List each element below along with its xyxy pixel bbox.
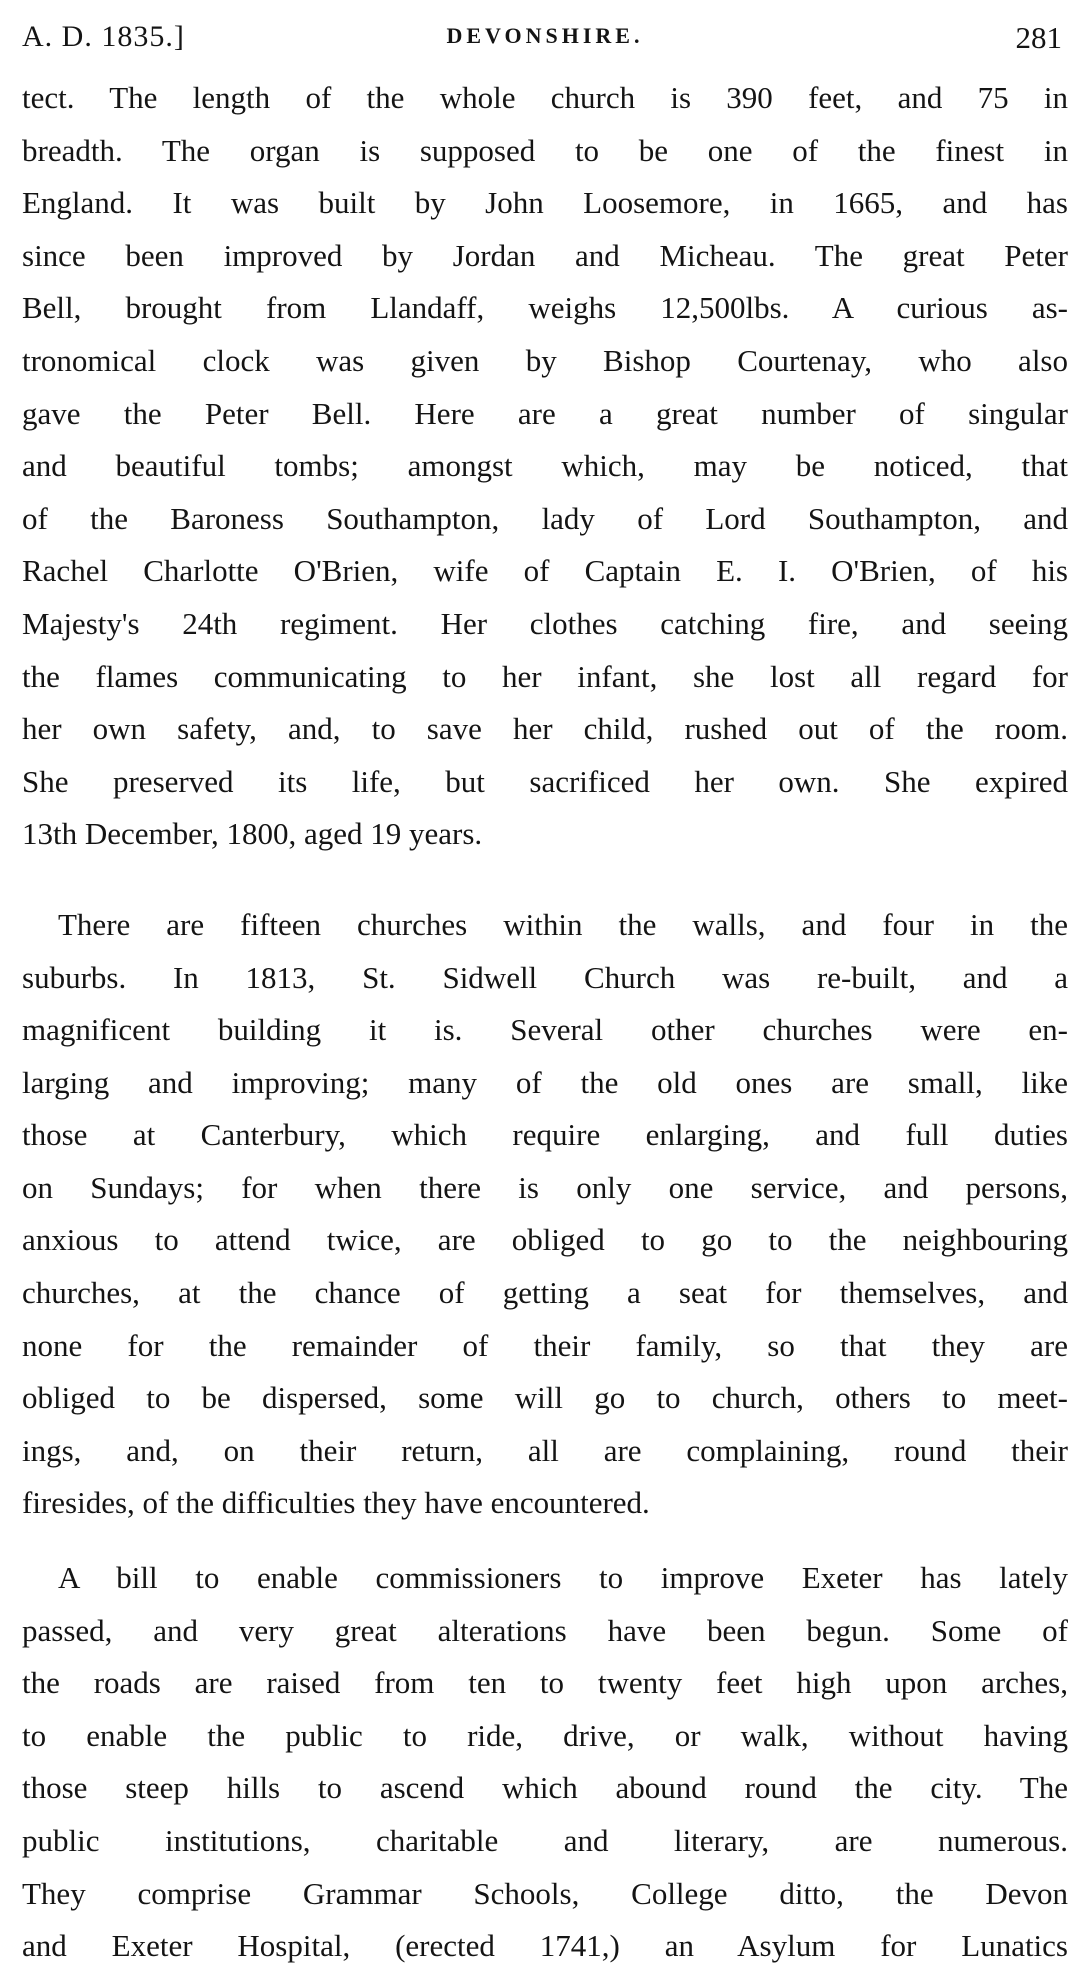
text-line: firesides, of the difficulties they have encountered. [22,1485,650,1521]
text-line: tect. The length of the whole church is 390 feet, and 75 in [22,80,1068,115]
text-line: A bill to enable commissioners to improve Exeter has lately [58,1560,1068,1596]
text-line: on Sundays; for when there is only one service, and persons, [22,1169,1068,1205]
page-body [22,72,1068,1973]
text-line: There are fifteen churches within the walls, and four in the [58,906,1068,942]
text-line: those at Canterbury, which require enlarging, and full duties [22,1117,1068,1153]
header-title: DEVONSHIRE. [446,23,644,48]
text-line: They comprise Grammar Schools, College ditto, the Devon [22,1875,1068,1911]
text-line: none for the remainder of their family, so that they are [22,1327,1068,1363]
paragraph-cathedral [22,72,1068,861]
text-line: 13th December, 1800, aged 19 years. [22,816,483,852]
paragraph-churches [22,899,1068,1530]
text-line: larging and improving; many of the old ones are small, like [22,1064,1068,1100]
text-line: She preserved its life, but sacrificed her own. She expired [22,763,1068,799]
text-line: ings, and, on their return, all are complaining, round their [22,1432,1068,1468]
text-line: breadth. The organ is supposed to be one of the finest in [22,132,1068,168]
text-line: since been improved by Jordan and Micheau. The great Peter [22,237,1068,273]
text-line: England. It was built by John Loosemore, in 1665, and has [22,185,1068,221]
text-line: churches, at the chance of getting a seat for themselves, and [22,1275,1068,1311]
text-line: Rachel Charlotte O'Brien, wife of Captain E. I. O'Brien, of his [22,553,1068,589]
text-line: and beautiful tombs; amongst which, may be noticed, that [22,448,1068,484]
header-date: A. D. 1835.] [22,20,185,53]
text-line: and Exeter Hospital, (erected 1741,) an Asylum for Lunatics [22,1928,1068,1964]
running-header [22,20,1068,64]
paragraph-gap [22,1530,1068,1552]
paragraph-improvements [22,1552,1068,1973]
text-line: the flames communicating to her infant, she lost all regard for [22,658,1068,694]
text-line: magnificent building it is. Several other churches were en- [22,1012,1068,1048]
page-number: 281 [1015,20,1062,55]
text-line: public institutions, charitable and literary, are numerous. [22,1823,1068,1858]
text-line: obliged to be dispersed, some will go to church, others to meet- [22,1380,1068,1416]
text-line: anxious to attend twice, are obliged to go to the neighbouring [22,1222,1068,1258]
text-line: gave the Peter Bell. Here are a great number of singular [22,395,1068,431]
text-line: her own safety, and, to save her child, rushed out of the room. [22,711,1068,747]
text-line: tronomical clock was given by Bishop Courtenay, who also [22,342,1068,378]
text-line: to enable the public to ride, drive, or walk, without having [22,1717,1068,1753]
text-line: passed, and very great alterations have been begun. Some of [22,1612,1068,1648]
text-line: the roads are raised from ten to twenty feet high upon arches, [22,1665,1068,1701]
paragraph-gap [22,861,1068,899]
text-line: Majesty's 24th regiment. Her clothes catching fire, and seeing [22,605,1068,641]
text-line: suburbs. In 1813, St. Sidwell Church was re-built, and a [22,959,1068,995]
text-line: Bell, brought from Llandaff, weighs 12,500lbs. A curious as- [22,290,1068,326]
text-line: of the Baroness Southampton, lady of Lord Southampton, and [22,500,1068,536]
text-line: those steep hills to ascend which abound round the city. The [22,1770,1068,1806]
